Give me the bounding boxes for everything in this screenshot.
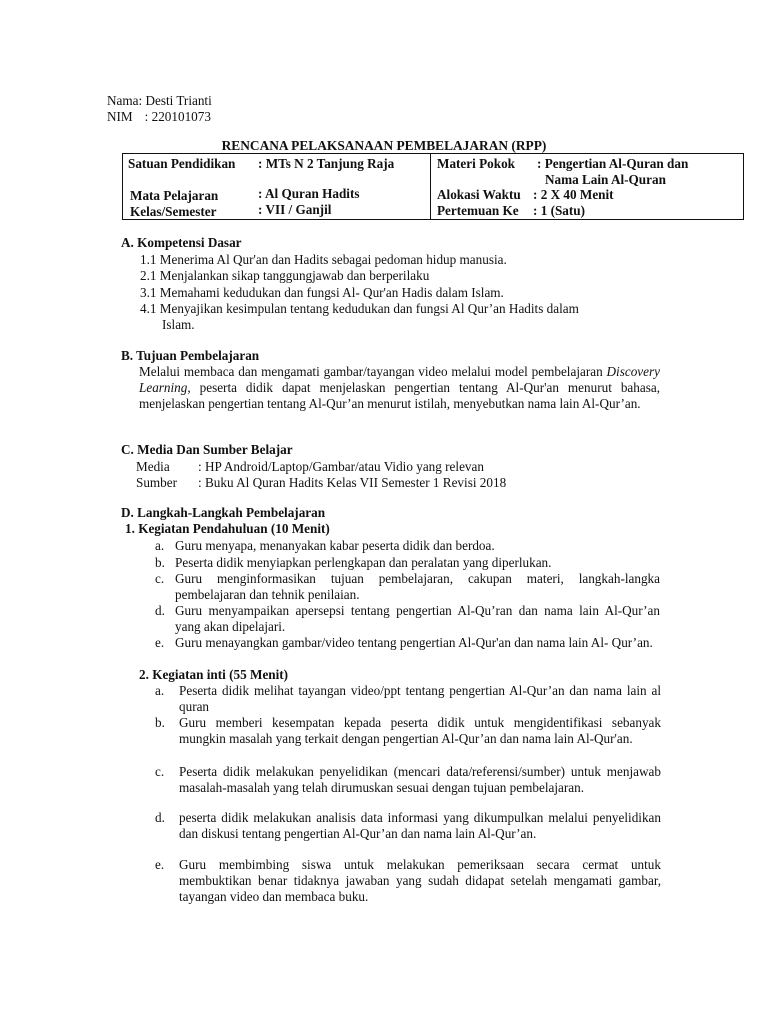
list-item-text: Guru menyapa, menanyakan kabar peserta didik dan berdoa. bbox=[175, 538, 495, 553]
nim-value: : 220101073 bbox=[144, 109, 211, 124]
list-marker: c. bbox=[155, 571, 165, 586]
competency-item: 4.1 Menyajikan kesimpulan tentang kedudukan dan fungsi Al Qur’an Hadits dalam bbox=[140, 301, 579, 316]
pendahuluan-heading: 1. Kegiatan Pendahuluan (10 Menit) bbox=[125, 521, 330, 536]
list-item bbox=[155, 635, 660, 651]
objective-text-start: Melalui membaca dan mengamati gambar/tayangan video melalui model pembelajaran bbox=[139, 364, 607, 379]
materi-value-1: : Pengertian Al-Quran dan bbox=[537, 156, 689, 171]
list-item-text: Guru membimbing siswa untuk melakukan pemeriksaan secara cermat untuk membuktikan benar tidaknya jawaban yang sudah didapat setelah mengamati gambar, tayangan video dan membaca buku. bbox=[179, 857, 661, 904]
list-item bbox=[155, 715, 661, 747]
list-marker: d. bbox=[155, 810, 165, 825]
learning-objective-paragraph bbox=[139, 364, 660, 412]
media-label: Media bbox=[136, 459, 170, 474]
list-item bbox=[155, 603, 660, 635]
competency-item: 2.1 Menjalankan sikap tanggungjawab dan berperilaku bbox=[140, 268, 430, 283]
pertemuan-value: : 1 (Satu) bbox=[533, 203, 586, 218]
list-item-text: Peserta didik melihat tayangan video/ppt tentang pengertian Al-Qur’an dan nama lain al quran bbox=[179, 683, 661, 714]
satuan-label: Satuan Pendidikan bbox=[128, 156, 236, 171]
list-item-text: Guru memberi kesempatan kepada peserta didik untuk mengidentifikasi sebanyak mungkin masalah yang terkait dengan pengertian Al-Qur’an dan nama lain Al-Qur'an. bbox=[179, 715, 661, 746]
list-marker: d. bbox=[155, 603, 165, 618]
alokasi-label: Alokasi Waktu bbox=[437, 187, 521, 202]
list-item-text: Guru menayangkan gambar/video tentang pengertian Al-Qur'an dan nama lain Al- Qur’an. bbox=[175, 635, 653, 650]
mapel-value: : Al Quran Hadits bbox=[258, 186, 360, 201]
materi-label: Materi Pokok bbox=[437, 156, 516, 171]
kelas-label: Kelas/Semester bbox=[130, 204, 217, 219]
kelas-value: : VII / Ganjil bbox=[258, 202, 332, 217]
inti-heading: 2. Kegiatan inti (55 Menit) bbox=[139, 667, 289, 682]
pertemuan-label: Pertemuan Ke bbox=[437, 203, 519, 218]
mapel-label: Mata Pelajaran bbox=[130, 188, 219, 203]
student-identity bbox=[107, 93, 212, 125]
list-marker: a. bbox=[155, 538, 165, 553]
section-d-heading: D. Langkah-Langkah Pembelajaran bbox=[121, 505, 326, 520]
list-item-text: Peserta didik melakukan penyelidikan (mencari data/referensi/sumber) untuk menjawab masalah-masalah yang telah dirumuskan sesuai dengan tujuan pembelajaran. bbox=[179, 764, 661, 795]
table-divider bbox=[430, 154, 431, 219]
source-value: : Buku Al Quran Hadits Kelas VII Semester 1 Revisi 2018 bbox=[198, 475, 507, 490]
competency-item: 1.1 Menerima Al Qur'an dan Hadits sebagai pedoman hidup manusia. bbox=[140, 252, 507, 267]
section-c-heading: C. Media Dan Sumber Belajar bbox=[121, 442, 293, 457]
source-row bbox=[136, 475, 506, 491]
materi-value-2: Nama Lain Al-Quran bbox=[545, 172, 666, 187]
list-marker: e. bbox=[155, 857, 165, 872]
list-item-text: Peserta didik menyiapkan perlengkapan dan peralatan yang diperlukan. bbox=[175, 555, 552, 570]
list-item bbox=[155, 810, 661, 842]
list-item bbox=[155, 764, 661, 796]
competency-item: 3.1 Memahami kedudukan dan fungsi Al- Qur'an Hadis dalam Islam. bbox=[140, 285, 504, 300]
list-marker: b. bbox=[155, 715, 165, 730]
competency-item-continued: Islam. bbox=[162, 317, 195, 332]
list-item bbox=[155, 857, 661, 905]
objective-text-end: , peserta didik dapat menjelaskan pengertian tentang Al-Qur'an menurut bahasa, menjelaskan pengertian tentang Al-Qur’an menurut istilah, menyebutkan nama lain Al-Qur’an. bbox=[139, 380, 660, 411]
section-b-heading: B. Tujuan Pembelajaran bbox=[121, 348, 260, 363]
objective-text-italic: Discovery Learning bbox=[139, 364, 660, 395]
list-item bbox=[155, 683, 661, 715]
media-row bbox=[136, 459, 484, 475]
list-item-text: Guru menginformasikan tujuan pembelajaran, cakupan materi, langkah-langka pembelajaran dan tehnik penilaian. bbox=[175, 571, 660, 602]
list-marker: a. bbox=[155, 683, 165, 698]
list-item-text: peserta didik melakukan analisis data informasi yang dikumpulkan melalui penyelidikan dan diskusi tentang pengertian Al-Qur’an dan nama lain Al-Qur’an. bbox=[179, 810, 661, 841]
media-value: : HP Android/Laptop/Gambar/atau Vidio yang relevan bbox=[198, 459, 484, 474]
list-marker: e. bbox=[155, 635, 165, 650]
list-item bbox=[155, 538, 660, 554]
alokasi-value: : 2 X 40 Menit bbox=[533, 187, 614, 202]
list-item-text: Guru menyampaikan apersepsi tentang pengertian Al-Qu’ran dan nama lain Al-Qur’an yang akan dipelajari. bbox=[175, 603, 660, 634]
list-item bbox=[155, 571, 660, 603]
list-marker: c. bbox=[155, 764, 165, 779]
satuan-value: : MTs N 2 Tanjung Raja bbox=[258, 156, 395, 171]
student-name: Nama: Desti Trianti bbox=[107, 93, 212, 108]
list-item bbox=[155, 555, 660, 571]
nim-label: NIM bbox=[107, 109, 133, 124]
student-nim bbox=[107, 109, 212, 125]
list-marker: b. bbox=[155, 555, 165, 570]
source-label: Sumber bbox=[136, 475, 178, 490]
info-table bbox=[122, 153, 744, 220]
section-a-heading: A. Kompetensi Dasar bbox=[121, 235, 242, 250]
document-title: RENCANA PELAKSANAAN PEMBELAJARAN (RPP) bbox=[221, 138, 547, 153]
